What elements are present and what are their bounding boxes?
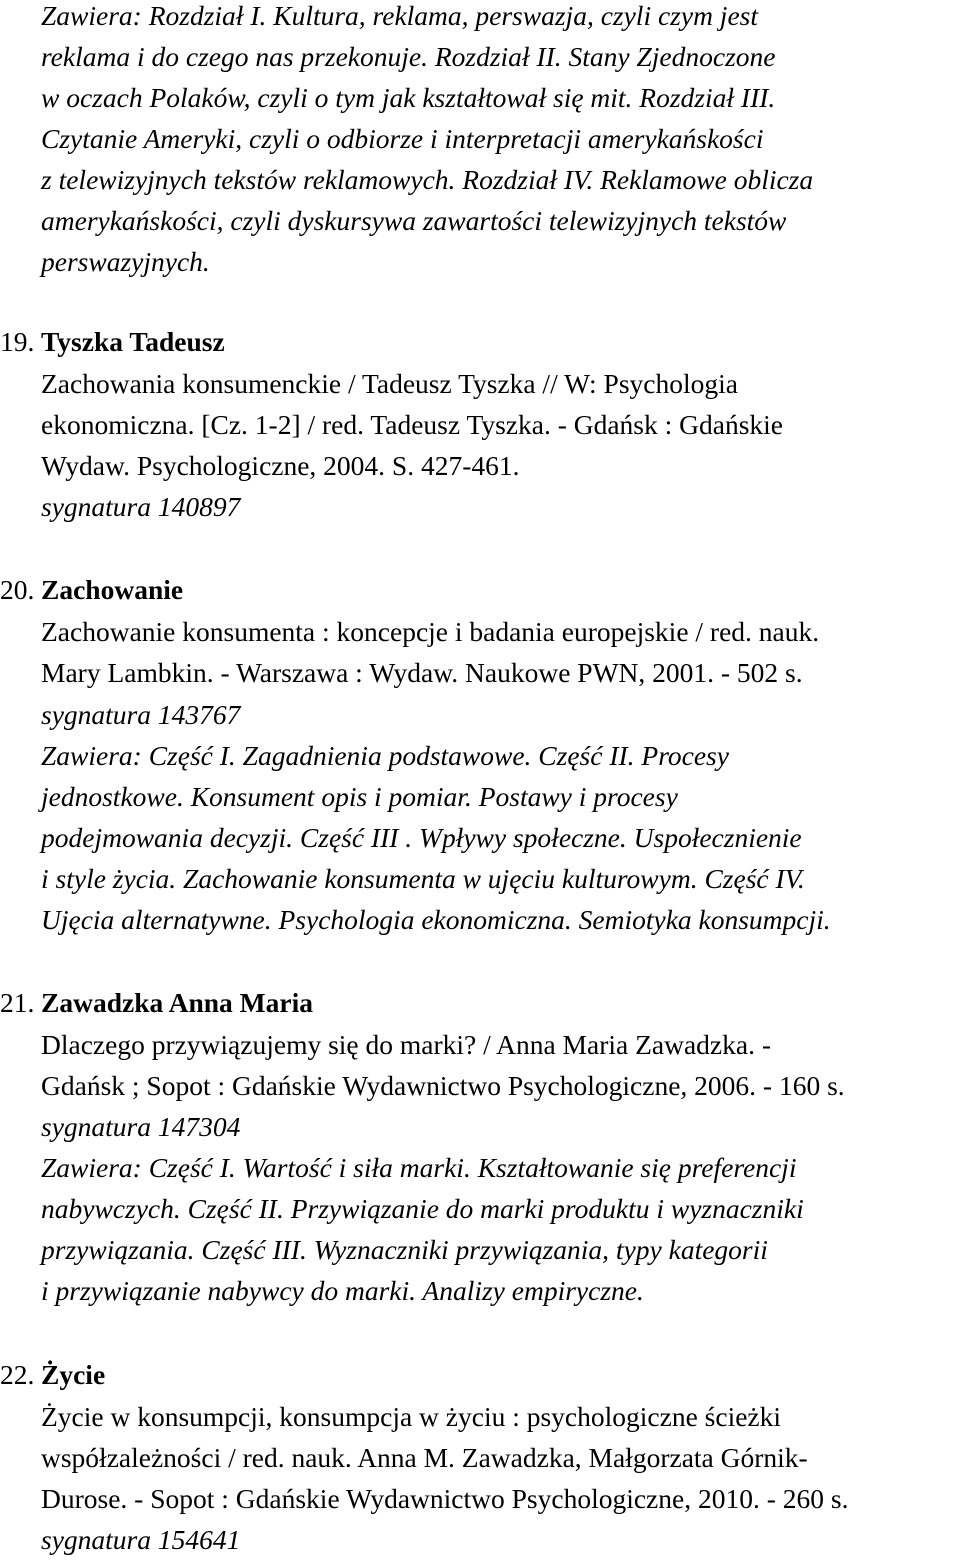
entry20-heading: Zachowanie bbox=[41, 574, 184, 605]
entry19-description-line-2: ekonomiczna. [Cz. 1-2] / red. Tadeusz Tyszka. - Gdańsk : Gdańskie bbox=[41, 409, 784, 440]
entry21-contents-line-1: Zawiera: Część I. Wartość i siła marki. Kształtowanie się preferencji bbox=[41, 1152, 797, 1183]
entry19-description-line-3: Wydaw. Psychologiczne, 2004. S. 427-461. bbox=[41, 450, 520, 481]
entry21-description-line-1: Dlaczego przywiązujemy się do marki? / Anna Maria Zawadzka. - bbox=[41, 1029, 771, 1060]
entry19-heading: Tyszka Tadeusz bbox=[41, 326, 225, 357]
entry18-contents-line-2: reklama i do czego nas przekonuje. Rozdział II. Stany Zjednoczone bbox=[41, 41, 776, 72]
entry19-description-line-1: Zachowania konsumenckie / Tadeusz Tyszka // W: Psychologia bbox=[41, 368, 738, 399]
entry20-contents-line-1: Zawiera: Część I. Zagadnienia podstawowe. Część II. Procesy bbox=[41, 740, 729, 771]
entry18-contents-line-1: Zawiera: Rozdział I. Kultura, reklama, perswazja, czyli czym jest bbox=[41, 0, 759, 31]
entry18-contents-line-4: Czytanie Ameryki, czyli o odbiorze i interpretacji amerykańskości bbox=[41, 123, 764, 154]
entry22-description-line-2: współzależności / red. nauk. Anna M. Zawadzka, Małgorzata Górnik- bbox=[41, 1442, 808, 1473]
entry22-description-line-3: Durose. - Sopot : Gdańskie Wydawnictwo Psychologiczne, 2010. - 260 s. bbox=[41, 1483, 849, 1514]
entry22-number: 22. bbox=[0, 1359, 35, 1390]
entry20-contents-line-3: podejmowania decyzji. Część III . Wpływy społeczne. Uspołecznienie bbox=[41, 822, 802, 853]
entry21-contents-line-4: i przywiązanie nabywcy do marki. Analizy empiryczne. bbox=[41, 1275, 644, 1306]
entry21-heading: Zawadzka Anna Maria bbox=[41, 987, 313, 1018]
entry20-contents-line-4: i style życia. Zachowanie konsumenta w ujęciu kulturowym. Część IV. bbox=[41, 863, 805, 894]
entry21-number: 21. bbox=[0, 987, 35, 1018]
entry19-number: 19. bbox=[0, 326, 35, 357]
entry18-contents-line-6: amerykańskości, czyli dyskursywa zawartości telewizyjnych tekstów bbox=[41, 205, 787, 236]
entry20-description-line-1: Zachowanie konsumenta : koncepcje i badania europejskie / red. nauk. bbox=[41, 616, 820, 647]
entry22-heading: Życie bbox=[41, 1359, 106, 1390]
entry20-number: 20. bbox=[0, 574, 35, 605]
entry21-contents-line-2: nabywczych. Część II. Przywiązanie do marki produktu i wyznaczniki bbox=[41, 1193, 804, 1224]
entry18-contents-line-7: perswazyjnych. bbox=[41, 246, 210, 277]
entry22-signature: sygnatura 154641 bbox=[41, 1524, 241, 1555]
entry20-contents-line-5: Ujęcia alternatywne. Psychologia ekonomiczna. Semiotyka konsumpcji. bbox=[41, 904, 831, 935]
entry21-description-line-2: Gdańsk ; Sopot : Gdańskie Wydawnictwo Psychologiczne, 2006. - 160 s. bbox=[41, 1070, 845, 1101]
entry22-description-line-1: Życie w konsumpcji, konsumpcja w życiu : psychologiczne ścieżki bbox=[41, 1401, 782, 1432]
entry21-signature: sygnatura 147304 bbox=[41, 1111, 241, 1142]
entry20-description-line-2: Mary Lambkin. - Warszawa : Wydaw. Naukowe PWN, 2001. - 502 s. bbox=[41, 657, 803, 688]
entry20-contents-line-2: jednostkowe. Konsument opis i pomiar. Postawy i procesy bbox=[41, 781, 678, 812]
entry18-contents-line-5: z telewizyjnych tekstów reklamowych. Rozdział IV. Reklamowe oblicza bbox=[41, 164, 814, 195]
entry20-signature: sygnatura 143767 bbox=[41, 699, 241, 730]
entry19-signature: sygnatura 140897 bbox=[41, 491, 241, 522]
entry18-contents-line-3: w oczach Polaków, czyli o tym jak kształtował się mit. Rozdział III. bbox=[41, 82, 776, 113]
entry21-contents-line-3: przywiązania. Część III. Wyznaczniki przywiązania, typy kategorii bbox=[41, 1234, 768, 1265]
